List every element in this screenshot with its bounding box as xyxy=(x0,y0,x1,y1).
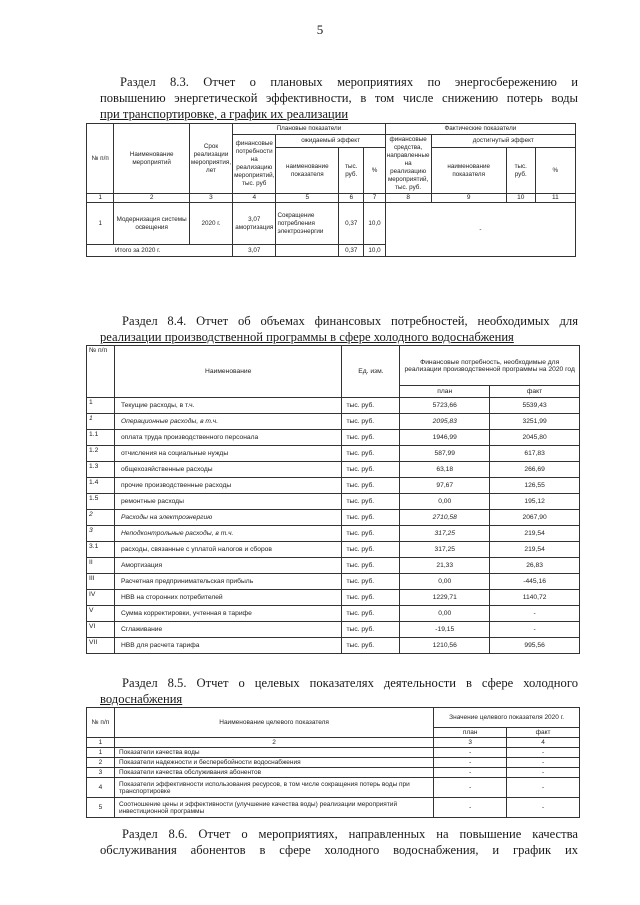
row-name: Операционные расходы, в т.ч. xyxy=(114,414,342,430)
row-plan: 317,25 xyxy=(400,542,490,558)
row-plan: 63,18 xyxy=(400,462,490,478)
col-number: 2 xyxy=(114,194,189,203)
row-unit: тыс. руб. xyxy=(342,446,400,462)
col-header-name: Наименование целевого показателя xyxy=(114,708,433,738)
row-fact: 126,55 xyxy=(490,478,580,494)
row-num: VII xyxy=(87,638,115,654)
row-name: Показатели надежности и бесперебойности водоснабжения xyxy=(114,758,433,768)
row-plan: 5723,66 xyxy=(400,398,490,414)
column-numbers-row xyxy=(87,194,576,203)
row-fact: 995,56 xyxy=(490,638,580,654)
row-unit: тыс. руб. xyxy=(342,622,400,638)
row-fact: 26,83 xyxy=(490,558,580,574)
col-number: 3 xyxy=(189,194,232,203)
col-header-value: Значение целевого показателя 2020 г. xyxy=(434,708,580,728)
row-num: 3 xyxy=(87,526,115,542)
row-unit: тыс. руб. xyxy=(342,430,400,446)
row-name: Показатели эффективности использования ресурсов, в том числе сокращения потерь воды при транспортировке xyxy=(114,778,433,798)
row-fact: 617,83 xyxy=(490,446,580,462)
row-num: II xyxy=(87,558,115,574)
col-header-num: № п/п xyxy=(87,346,115,398)
row-name: Неподконтрольные расходы, в т.ч. xyxy=(114,526,342,542)
col-number: 3 xyxy=(434,738,507,748)
table-row xyxy=(87,462,580,478)
total-pct: 10,0 xyxy=(364,245,385,257)
col-header-fact: факт xyxy=(490,386,580,398)
col-header-fact: Фактические показатели xyxy=(385,124,575,135)
col-header-thous: тыс. руб. xyxy=(339,148,364,194)
col-header-plan: план xyxy=(400,386,490,398)
row-num: 1.4 xyxy=(87,478,115,494)
row-plan: - xyxy=(434,778,507,798)
table-row xyxy=(87,558,580,574)
row-num: 3.1 xyxy=(87,542,115,558)
section-8-4-heading xyxy=(100,313,578,345)
table-row xyxy=(87,622,580,638)
row-name: НВВ на сторонних потребителей xyxy=(114,590,342,606)
row-fact: 266,69 xyxy=(490,462,580,478)
col-header-plan: план xyxy=(434,728,507,738)
row-unit: тыс. руб. xyxy=(342,462,400,478)
col-header-achieved: достигнутый эффект xyxy=(431,135,575,148)
row-plan: 317,25 xyxy=(400,526,490,542)
heading-line: при транспортировке, а график их реализации xyxy=(100,107,349,121)
row-plan: 2710,58 xyxy=(400,510,490,526)
row-num: 1 xyxy=(87,203,114,245)
row-unit: тыс. руб. xyxy=(342,558,400,574)
col-number: 11 xyxy=(535,194,575,203)
heading-line: реализации производственной программы в сфере холодного водоснабжения xyxy=(100,330,514,344)
row-num: 2 xyxy=(87,510,115,526)
heading-line: обслуживания абонентов в сфере холодного водоснабжения, и график их xyxy=(100,843,578,857)
row-num: V xyxy=(87,606,115,622)
row-plan: - xyxy=(434,798,507,818)
col-header-fact: факт xyxy=(507,728,580,738)
row-name: Текущие расходы, в т.ч. xyxy=(114,398,342,414)
row-name: прочие производственные расходы xyxy=(114,478,342,494)
col-header-term: Срок реализации мероприятия, лет xyxy=(189,124,232,194)
table-row xyxy=(87,398,580,414)
col-number: 1 xyxy=(87,194,114,203)
row-name: НВВ для расчета тарифа xyxy=(114,638,342,654)
total-thous: 0,37 xyxy=(339,245,364,257)
row-name: Расходы на электроэнергию xyxy=(114,510,342,526)
row-plan: - xyxy=(434,768,507,778)
row-name: Расчетная предпринимательская прибыль xyxy=(114,574,342,590)
row-plan: 1210,56 xyxy=(400,638,490,654)
row-fact: 3251,99 xyxy=(490,414,580,430)
row-num: 2 xyxy=(87,758,115,768)
table-row xyxy=(87,414,580,430)
col-header-fin-plan: финансовые потребности на реализацию мероприятий, тыс. руб xyxy=(233,135,276,194)
col-header-expected: ожидаемый эффект xyxy=(276,135,385,148)
table-row xyxy=(87,778,580,798)
row-fact: 219,54 xyxy=(490,526,580,542)
row-plan: 587,99 xyxy=(400,446,490,462)
row-fact: 1140,72 xyxy=(490,590,580,606)
row-fact-empty: - xyxy=(385,203,575,257)
table-row xyxy=(87,510,580,526)
row-name: Сглаживание xyxy=(114,622,342,638)
col-header-plan: Плановые показатели xyxy=(233,124,386,135)
row-fact: 5539,43 xyxy=(490,398,580,414)
row-plan: 21,33 xyxy=(400,558,490,574)
row-fact: - xyxy=(507,768,580,778)
col-number: 6 xyxy=(339,194,364,203)
row-name: Сумма корректировки, учтенная в тарифе xyxy=(114,606,342,622)
row-name: общехозяйственные расходы xyxy=(114,462,342,478)
row-unit: тыс. руб. xyxy=(342,526,400,542)
col-header-pct: % xyxy=(364,148,385,194)
financial-needs-table xyxy=(86,345,580,654)
table-row xyxy=(87,446,580,462)
col-number: 1 xyxy=(87,738,115,748)
row-num: 1.3 xyxy=(87,462,115,478)
col-header-ind-name: наименование показателя xyxy=(431,148,506,194)
row-fact: 219,54 xyxy=(490,542,580,558)
row-plan: - xyxy=(434,758,507,768)
col-header-fin: Финансовые потребность, необходимые для реализации производственной программы на 2020 год xyxy=(400,346,580,386)
row-unit: тыс. руб. xyxy=(342,414,400,430)
row-fact: 2045,80 xyxy=(490,430,580,446)
row-num: 1 xyxy=(87,398,115,414)
heading-line: Раздел 8.4. Отчет об объемах финансовых потребностей, необходимых для xyxy=(122,314,578,328)
section-8-6-heading xyxy=(100,826,578,858)
row-name: ремонтные расходы xyxy=(114,494,342,510)
col-number: 7 xyxy=(364,194,385,203)
row-name: Показатели качества обслуживания абонентов xyxy=(114,768,433,778)
table-row xyxy=(87,748,580,758)
row-unit: тыс. руб. xyxy=(342,494,400,510)
heading-line: повышению энергетической эффективности, в том числе снижению потерь воды xyxy=(100,91,578,105)
row-plan: 0,00 xyxy=(400,574,490,590)
row-num: 5 xyxy=(87,798,115,818)
table-row xyxy=(87,768,580,778)
row-thous: 0,37 xyxy=(339,203,364,245)
table-row xyxy=(87,526,580,542)
row-num: 1 xyxy=(87,414,115,430)
table-row xyxy=(87,590,580,606)
row-name: Показатели качества воды xyxy=(114,748,433,758)
heading-line: Раздел 8.5. Отчет о целевых показателях деятельности в сфере холодного xyxy=(122,676,578,690)
table-row xyxy=(87,798,580,818)
section-8-3-heading xyxy=(100,74,578,122)
row-fact: - xyxy=(507,778,580,798)
col-number: 10 xyxy=(506,194,535,203)
table-row xyxy=(87,494,580,510)
table-row xyxy=(87,478,580,494)
table-row xyxy=(87,638,580,654)
col-header-ind-name: наименование показателя xyxy=(276,148,339,194)
row-fact: 195,12 xyxy=(490,494,580,510)
heading-line: Раздел 8.6. Отчет о мероприятиях, направленных на повышение качества xyxy=(122,827,578,841)
row-name: Соотношение цены и эффективности (улучшение качества воды) реализации мероприятий инвестиционной программы xyxy=(114,798,433,818)
col-number: 2 xyxy=(114,738,433,748)
row-num: 1 xyxy=(87,748,115,758)
row-plan: 2095,83 xyxy=(400,414,490,430)
row-indicator: Сокращение потребления электроэнергии xyxy=(276,203,339,245)
col-number: 4 xyxy=(233,194,276,203)
row-unit: тыс. руб. xyxy=(342,638,400,654)
row-fin: 3,07 амортизация xyxy=(233,203,276,245)
col-header-name: Наименование мероприятий xyxy=(114,124,189,194)
row-term: 2020 г. xyxy=(189,203,232,245)
total-fin: 3,07 xyxy=(233,245,276,257)
row-unit: тыс. руб. xyxy=(342,478,400,494)
row-num: VI xyxy=(87,622,115,638)
row-fact: - xyxy=(490,606,580,622)
col-number: 5 xyxy=(276,194,339,203)
row-fact: - xyxy=(507,758,580,768)
table-row xyxy=(87,606,580,622)
row-num: III xyxy=(87,574,115,590)
row-unit: тыс. руб. xyxy=(342,542,400,558)
table-row xyxy=(87,758,580,768)
row-plan: 1229,71 xyxy=(400,590,490,606)
row-plan: 0,00 xyxy=(400,494,490,510)
col-number: 8 xyxy=(385,194,431,203)
row-num: 1.5 xyxy=(87,494,115,510)
col-header-pct: % xyxy=(535,148,575,194)
row-num: 4 xyxy=(87,778,115,798)
total-label: Итого за 2020 г. xyxy=(114,245,233,257)
table-row xyxy=(87,542,580,558)
row-fact: - xyxy=(490,622,580,638)
row-plan: 1946,99 xyxy=(400,430,490,446)
row-name: Модернизация системы освещения xyxy=(114,203,189,245)
energy-saving-table xyxy=(86,123,576,257)
row-num: 1.1 xyxy=(87,430,115,446)
row-plan: -19,15 xyxy=(400,622,490,638)
table-row xyxy=(87,574,580,590)
row-num: 1.2 xyxy=(87,446,115,462)
target-indicators-table xyxy=(86,707,580,818)
heading-line: Раздел 8.3. Отчет о плановых мероприятиях по энергосбережению и xyxy=(120,75,578,89)
row-unit: тыс. руб. xyxy=(342,606,400,622)
col-header-thous: тыс. руб. xyxy=(506,148,535,194)
table-row xyxy=(87,203,576,245)
column-numbers-row xyxy=(87,738,580,748)
table-row xyxy=(87,430,580,446)
col-header-fin-fact: финансовые средства, направленные на реализацию мероприятий, тыс. руб. xyxy=(385,135,431,194)
col-header-num: № п/п xyxy=(87,708,115,738)
row-fact: -445,16 xyxy=(490,574,580,590)
row-pct: 10,0 xyxy=(364,203,385,245)
row-unit: тыс. руб. xyxy=(342,590,400,606)
col-header-name: Наименование xyxy=(114,346,342,398)
col-header-num: № п/п xyxy=(87,124,114,194)
row-num: 3 xyxy=(87,768,115,778)
row-name: отчисления на социальные нужды xyxy=(114,446,342,462)
row-plan: - xyxy=(434,748,507,758)
row-fact: 2067,90 xyxy=(490,510,580,526)
row-name: Амортизация xyxy=(114,558,342,574)
col-number: 4 xyxy=(507,738,580,748)
row-unit: тыс. руб. xyxy=(342,398,400,414)
row-name: расходы, связанные с уплатой налогов и сборов xyxy=(114,542,342,558)
col-number: 9 xyxy=(431,194,506,203)
heading-line: водоснабжения xyxy=(100,692,183,706)
row-num: IV xyxy=(87,590,115,606)
page-number: 5 xyxy=(316,22,324,37)
row-fact: - xyxy=(507,748,580,758)
row-fact: - xyxy=(507,798,580,818)
row-plan: 97,67 xyxy=(400,478,490,494)
row-unit: тыс. руб. xyxy=(342,510,400,526)
row-plan: 0,00 xyxy=(400,606,490,622)
col-header-unit: Ед. изм. xyxy=(342,346,400,398)
section-8-5-heading xyxy=(100,675,578,707)
row-name: оплата труда производственного персонала xyxy=(114,430,342,446)
row-unit: тыс. руб. xyxy=(342,574,400,590)
